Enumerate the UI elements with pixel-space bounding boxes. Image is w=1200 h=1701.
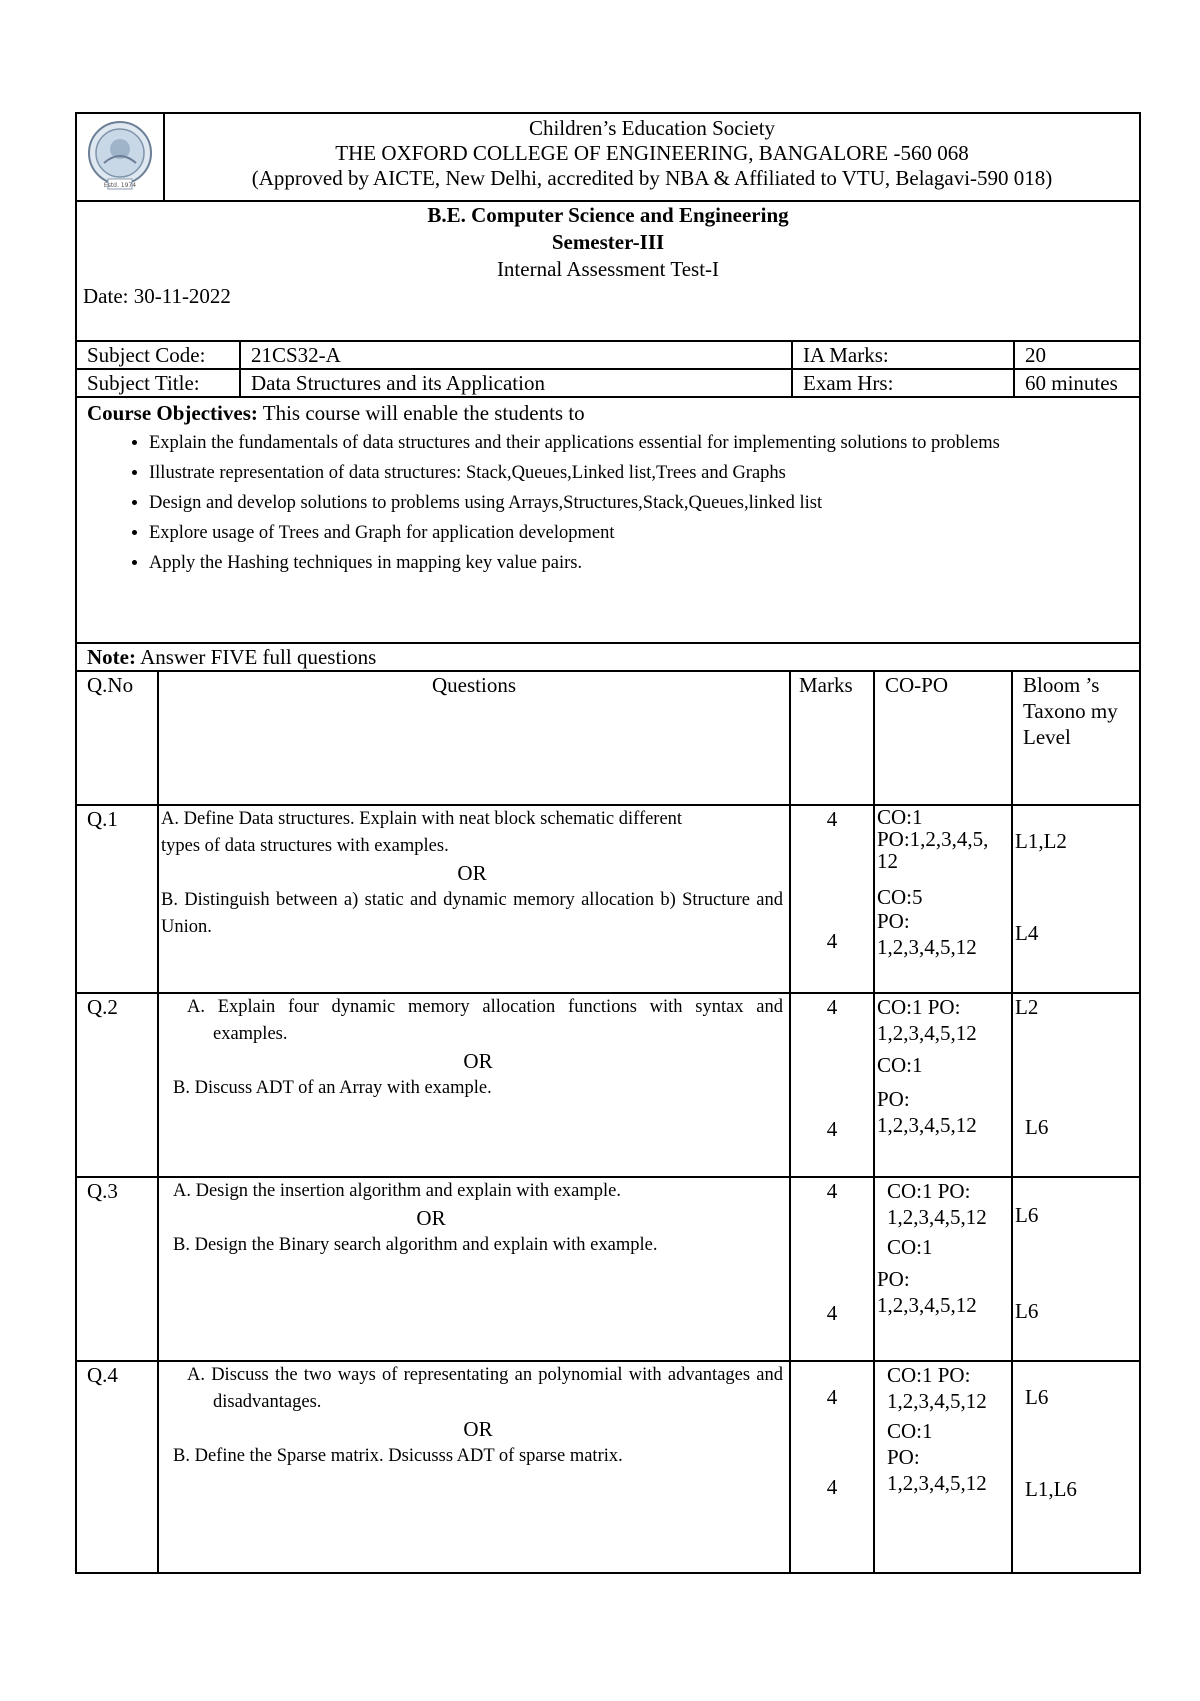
bloom-b: L1,L6 — [1025, 1477, 1077, 1501]
question-number: Q.1 — [76, 805, 158, 993]
objective-item: • Design and develop solutions to problems using Arrays,Structures,Stack,Queues,linked list — [149, 488, 1129, 518]
bloom-a: L6 — [1025, 1385, 1049, 1409]
marks-b: 4 — [826, 1475, 838, 1499]
subject-title-label: Subject Title: — [76, 369, 240, 397]
test-title: Internal Assessment Test-I — [496, 257, 720, 281]
objective-item: • Explain the fundamentals of data structures and their applications essential for implementing solutions to problems — [149, 428, 1129, 458]
program-title: B.E. Computer Science and Engineering — [427, 203, 789, 227]
copo-a: CO:1 PO: 1,2,3,4,5,12 — [887, 1179, 987, 1229]
col-header-marks: Marks — [790, 671, 874, 805]
note-label: Note: — [87, 645, 136, 669]
col-header-copo: CO-PO — [874, 671, 1012, 805]
question-row — [76, 805, 1140, 993]
question-row — [76, 1361, 1140, 1573]
question-number: Q.4 — [76, 1361, 158, 1573]
copo-b-po: PO: 1,2,3,4,5,12 — [887, 1445, 987, 1495]
copo-b-po: PO: 1,2,3,4,5,12 — [877, 909, 977, 959]
or-separator: OR — [463, 1049, 493, 1073]
marks-a: 4 — [826, 1385, 838, 1409]
question-part-b: B. Design the Binary search algorithm and explain with example. — [173, 1235, 658, 1255]
question-part-a: A. Design the insertion algorithm and explain with example. — [173, 1181, 622, 1201]
or-separator: OR — [416, 1206, 446, 1230]
copo-b-po: PO: 1,2,3,4,5,12 — [877, 1087, 977, 1137]
semester-title: Semester-III — [551, 230, 665, 254]
bloom-b: L4 — [1015, 921, 1039, 945]
marks-a: 4 — [826, 807, 838, 831]
objective-item: • Illustrate representation of data structures: Stack,Queues,Linked list,Trees and Graphs — [149, 458, 1129, 488]
copo-a: CO:1 PO: 1,2,3,4,5,12 — [877, 995, 977, 1045]
svg-text:Estd. 1974: Estd. 1974 — [103, 181, 137, 189]
society-name: Children’s Education Society — [528, 116, 776, 140]
subject-code: 21CS32-A — [240, 341, 792, 369]
copo-b-co: CO:5 — [877, 885, 923, 909]
college-name: THE OXFORD COLLEGE OF ENGINEERING, BANGALORE -560 068 — [335, 141, 969, 165]
question-part-a: A. Define Data structures. Explain with neat block schematic different types of data structures with examples. — [161, 809, 683, 856]
objective-item: • Explore usage of Trees and Graph for application development — [149, 518, 1129, 548]
question-part-b: B. Discuss ADT of an Array with example. — [173, 1078, 492, 1098]
ia-marks: 20 — [1014, 341, 1140, 369]
course-objectives — [75, 396, 1141, 644]
question-number: Q.3 — [76, 1177, 158, 1361]
institution-header — [75, 112, 1141, 202]
objectives-list — [87, 428, 1129, 578]
bloom-a: L6 — [1015, 1203, 1039, 1227]
questions-table — [75, 670, 1141, 1574]
copo-a: CO:1 PO: 1,2,3,4,5,12 — [887, 1363, 987, 1413]
approval-line: (Approved by AICTE, New Delhi, accredited by NBA & Affiliated to VTU, Belagavi-590 018) — [251, 166, 1053, 190]
question-part-a: A. Discuss the two ways of representating an polynomial with advantages and disadvantages. — [187, 1365, 783, 1412]
marks-b: 4 — [826, 1117, 838, 1141]
note-row — [75, 642, 1141, 672]
question-part-b: B. Define the Sparse matrix. Dsicusss ADT of sparse matrix. — [173, 1446, 623, 1466]
subject-code-label: Subject Code: — [76, 341, 240, 369]
objective-item: • Apply the Hashing techniques in mapping key value pairs. — [149, 548, 1129, 578]
marks-b: 4 — [826, 1301, 838, 1325]
exam-paper — [75, 112, 1141, 1574]
marks-a: 4 — [826, 1179, 838, 1203]
marks-a: 4 — [826, 995, 838, 1019]
or-separator: OR — [463, 1417, 493, 1441]
question-part-b: B. Distinguish between a) static and dynamic memory allocation b) Structure and Union. — [161, 890, 783, 937]
objectives-heading: Course Objectives: — [87, 401, 258, 425]
college-logo — [76, 113, 164, 201]
exam-hrs-label: Exam Hrs: — [792, 369, 1014, 397]
col-header-questions: Questions — [158, 671, 790, 805]
question-row — [76, 993, 1140, 1177]
subject-title: Data Structures and its Application — [240, 369, 792, 397]
col-header-qno: Q.No — [76, 671, 158, 805]
subject-info — [75, 340, 1141, 398]
title-block — [75, 200, 1141, 342]
ia-marks-label: IA Marks: — [792, 341, 1014, 369]
question-part-a: A. Explain four dynamic memory allocation functions with syntax and examples. — [187, 997, 783, 1044]
col-header-bloom: Bloom ’s Taxono my Level — [1012, 671, 1140, 805]
question-number: Q.2 — [76, 993, 158, 1177]
copo-a: CO:1 PO:1,2,3,4,5, 12 — [877, 805, 989, 873]
bloom-a: L1,L2 — [1015, 829, 1067, 853]
note-text: Answer FIVE full questions — [135, 645, 377, 669]
objectives-lead: This course will enable the students to — [257, 401, 585, 425]
copo-b-co: CO:1 — [887, 1419, 933, 1443]
copo-b-co: CO:1 — [887, 1235, 933, 1259]
exam-date: Date: 30-11-2022 — [83, 284, 231, 308]
bloom-b: L6 — [1015, 1299, 1039, 1323]
question-row — [76, 1177, 1140, 1361]
marks-b: 4 — [826, 929, 838, 953]
college-seal-icon — [84, 119, 156, 191]
institution-info — [164, 113, 1140, 201]
or-separator: OR — [457, 861, 487, 885]
bloom-a: L2 — [1015, 995, 1039, 1019]
exam-hrs: 60 minutes — [1014, 369, 1140, 397]
bloom-b: L6 — [1025, 1115, 1049, 1139]
copo-b-po: PO: 1,2,3,4,5,12 — [877, 1267, 977, 1317]
copo-b-co: CO:1 — [877, 1053, 923, 1077]
